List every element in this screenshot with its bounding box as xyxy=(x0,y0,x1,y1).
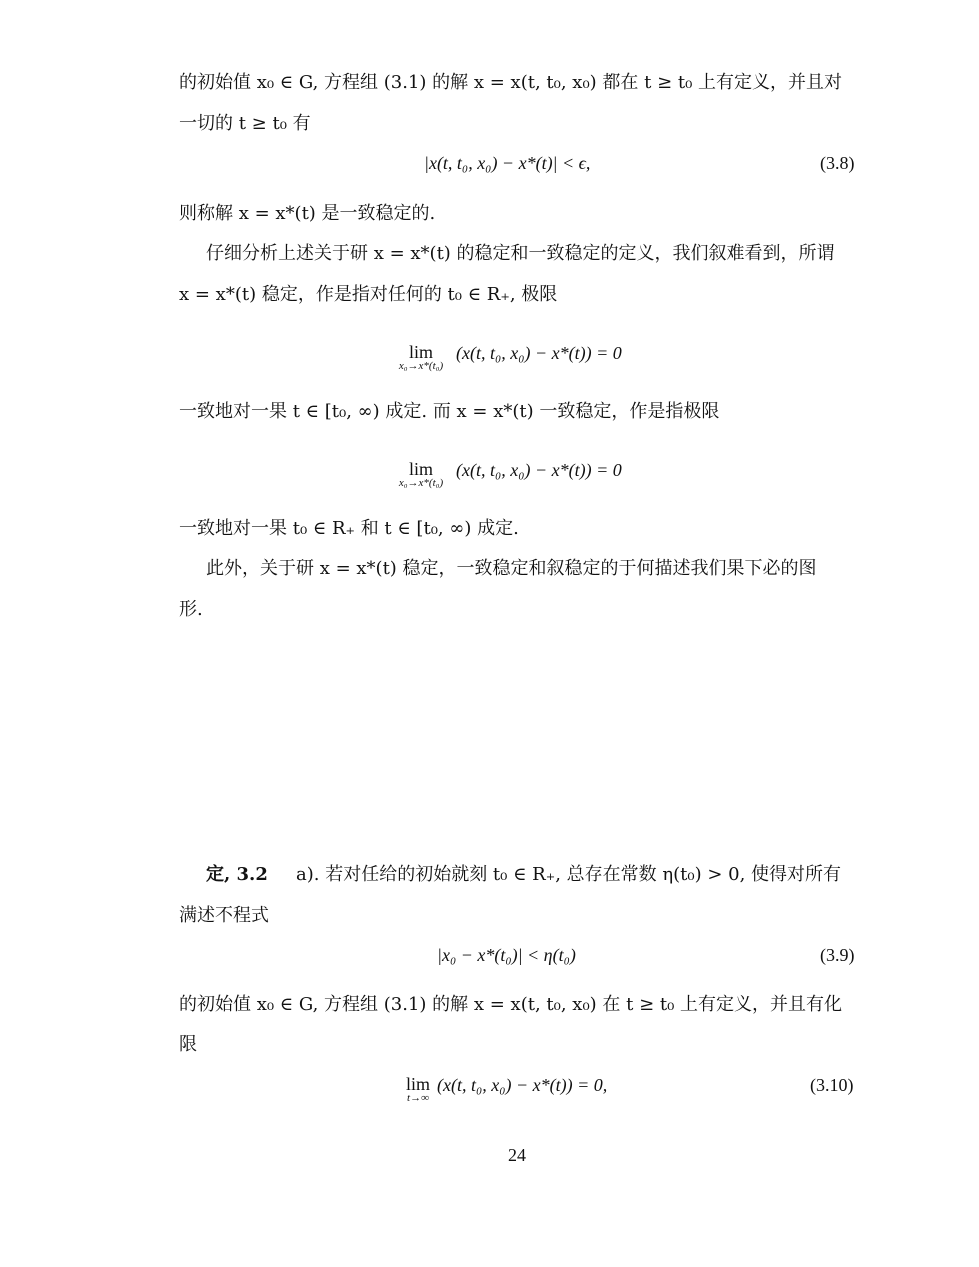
limit-operator xyxy=(399,1074,437,1104)
text-line: 的初始值 x₀ ∈ G, 方程组 (3.1) 的解 x = x(t, t₀, x₀) 都在 t ≥ t₀ 上有定义，并且对 xyxy=(179,72,843,93)
text-line: x = x*(t) 稳定，作是指对任何的 t₀ ∈ R₊, 极限 xyxy=(179,284,558,305)
text-line: 一切的 t ≥ t₀ 有 xyxy=(179,113,311,134)
equation-number: (3.9) xyxy=(820,945,855,965)
text-line: 限 xyxy=(179,1034,197,1055)
lim-label: lim xyxy=(405,1074,430,1094)
lim-subscript: t→∞ xyxy=(407,1092,429,1104)
limit-expression: (x(t, t₀, x₀) − x*(t)) = 0, xyxy=(437,1075,608,1095)
text-line: 此外，关于研 x = x*(t) 稳定，一致稳定和叙稳定的于何描述我们果下必的图 xyxy=(206,558,817,579)
equation-3-9: |x₀ − x*(t₀)| < η(t₀) xyxy=(437,945,576,965)
definition-heading: 定, 3.2 xyxy=(206,864,268,885)
page-number: 24 xyxy=(508,1145,526,1165)
text-line: 一致地对一果 t₀ ∈ R₊ 和 t ∈ [t₀, ∞) 成定. xyxy=(179,518,519,539)
limit-expression: (x(t, t₀, x₀) − x*(t)) = 0 xyxy=(456,460,622,480)
equation-number: (3.8) xyxy=(820,153,855,173)
text-line: 则称解 x = x*(t) 是一致稳定的. xyxy=(179,203,436,224)
text-line: 的初始值 x₀ ∈ G, 方程组 (3.1) 的解 x = x(t, t₀, x₀) 在 t ≥ t₀ 上有定义，并且有化 xyxy=(179,994,843,1015)
limit-expression: (x(t, t₀, x₀) − x*(t)) = 0 xyxy=(456,343,622,363)
text-line: 形. xyxy=(179,599,203,620)
limit-operator xyxy=(386,459,456,489)
equation-3-8: |x(t, t₀, x₀) − x*(t)| < ϵ, xyxy=(424,153,591,173)
text-line: 一致地对一果 t ∈ [t₀, ∞) 成定. 而 x = x*(t) 一致稳定，作是指极限 xyxy=(179,401,720,422)
lim-label: lim xyxy=(408,459,433,479)
limit-operator xyxy=(386,342,456,372)
equation-number: (3.10) xyxy=(810,1075,854,1095)
text-line: 仔细分析上述关于研 x = x*(t) 的稳定和一致稳定的定义，我们叙难看到，所谓 xyxy=(206,243,835,264)
lim-subscript: x₀→x*(t₀) xyxy=(398,360,444,372)
lim-label: lim xyxy=(408,342,433,362)
text-line: 满述不程式 xyxy=(179,905,269,926)
lim-subscript: x₀→x*(t₀) xyxy=(398,477,444,489)
text-line: a). 若对任给的初始就刻 t₀ ∈ R₊, 总存在常数 η(t₀) > 0, 使得对所有 xyxy=(296,864,842,885)
